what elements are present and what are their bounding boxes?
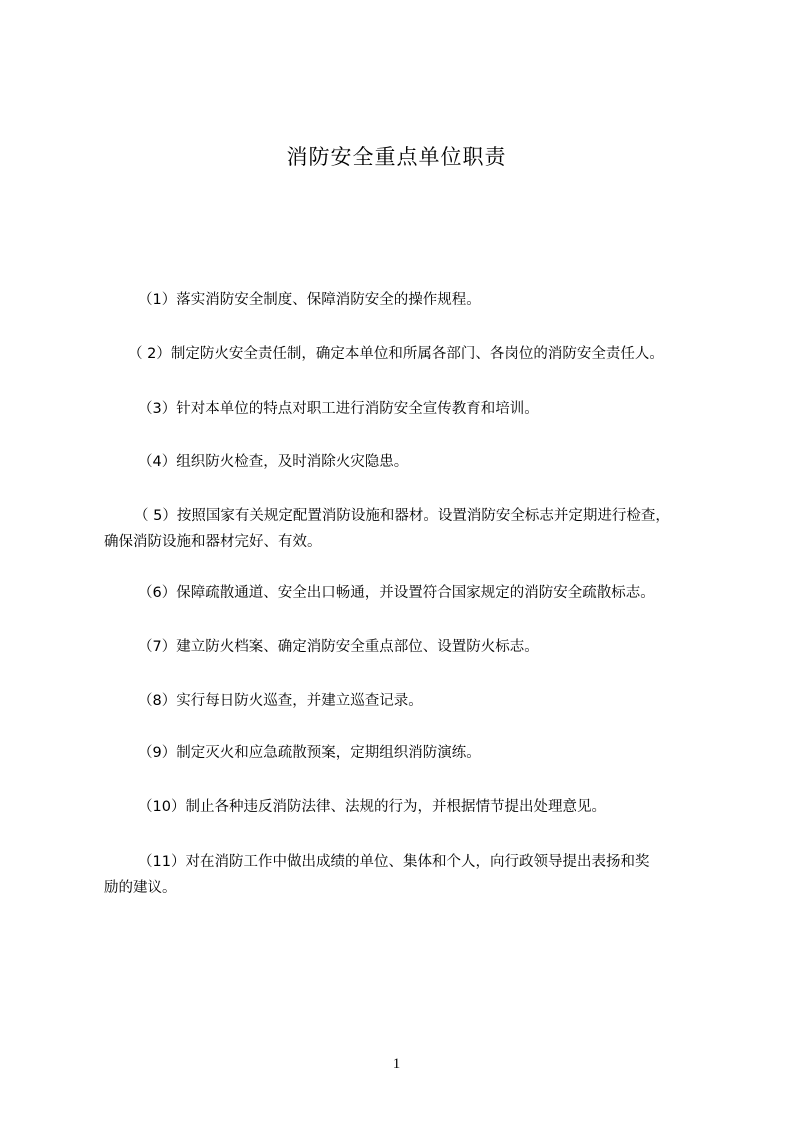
item-7: （7）建立防火档案、确定消防安全重点部位、设置防火标志。: [138, 639, 539, 655]
item-11-line-1: （11）对在消防工作中做出成绩的单位、集体和个人，向行政领导提出表扬和奖: [138, 854, 650, 870]
item-6: （6）保障疏散通道、安全出口畅通，并设置符合国家规定的消防安全疏散标志。: [138, 585, 655, 601]
item-1: （1）落实消防安全制度、保障消防安全的操作规程。: [138, 292, 481, 308]
page-number: 1: [392, 1056, 401, 1072]
item-10: （10）制止各种违反消防法律、法规的行为，并根据情节提出处理意见。: [138, 799, 606, 815]
item-9: （9）制定灭火和应急疏散预案，定期组织消防演练。: [138, 745, 481, 761]
page-title: 消防安全重点单位职责: [286, 145, 507, 169]
item-11-line-2: 励的建议。: [104, 880, 177, 896]
item-3: （3）针对本单位的特点对职工进行消防安全宣传教育和培训。: [138, 401, 539, 417]
item-5-line-2: 确保消防设施和器材完好、有效。: [104, 534, 322, 550]
item-8: （8）实行每日防火巡查，并建立巡查记录。: [138, 693, 423, 709]
item-2: （ 2）制定防火安全责任制，确定本单位和所属各部门、各岗位的消防安全责任人。: [128, 346, 664, 362]
item-5-line-1: （ 5）按照国家有关规定配置消防设施和器材。设置消防安全标志并定期进行检查，: [134, 508, 670, 524]
item-4: （4）组织防火检查，及时消除火灾隐患。: [138, 454, 409, 470]
